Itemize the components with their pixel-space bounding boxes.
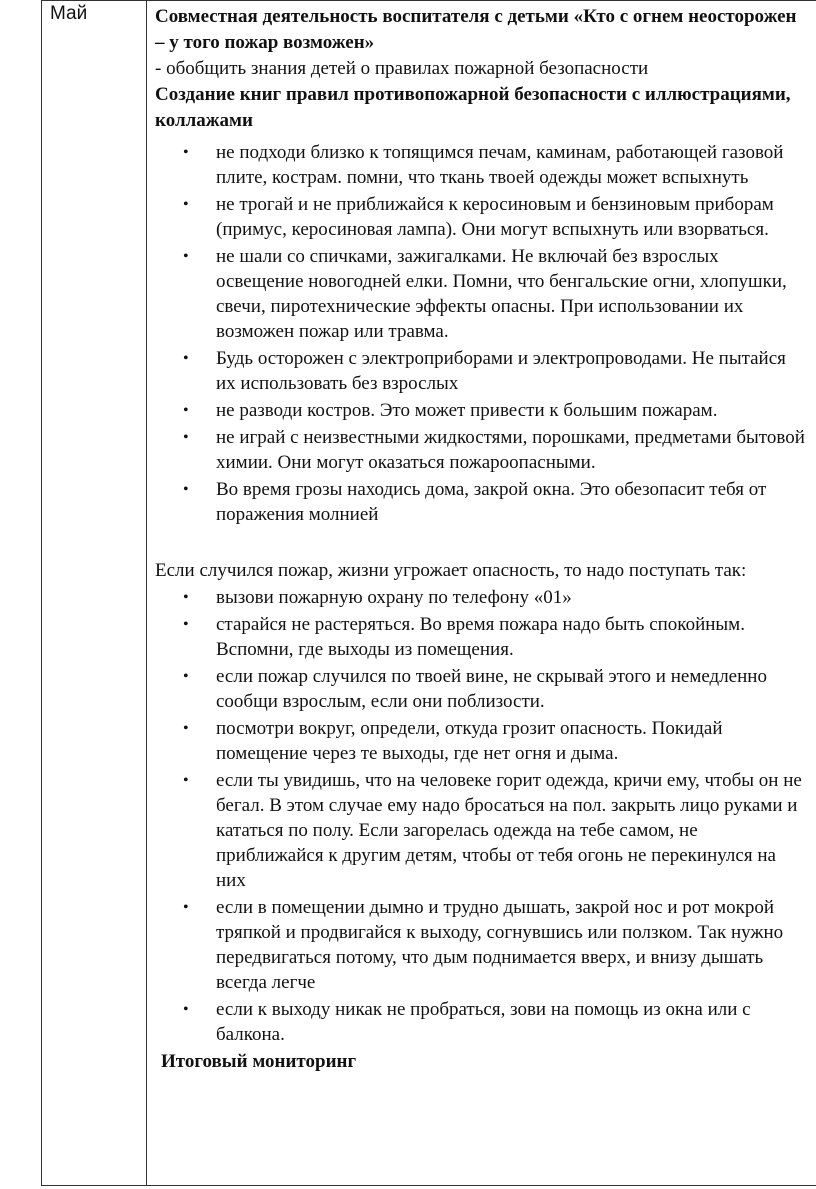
table-column-divider bbox=[146, 0, 147, 1186]
list-item: • если пожар случился по твоей вине, не скрывай этого и немедленно сообщи взрослым, если они поблизости. bbox=[183, 666, 767, 712]
paragraph-gap bbox=[155, 529, 807, 557]
bullet-icon: • bbox=[183, 144, 189, 161]
list-item: • не подходи близко к топящимся печам, каминам, работающей газовой плите, кострам. помни, что ткань твоей одежды может вспыхнуть bbox=[183, 142, 784, 188]
bullet-icon: • bbox=[183, 350, 189, 367]
bullet-icon: • bbox=[183, 402, 189, 419]
bullet-icon: • bbox=[183, 668, 189, 685]
list-item: • если к выходу никак не пробраться, зови на помощь из окна или с балкона. bbox=[183, 999, 751, 1045]
list-item: • не трогай и не приближайся к керосиновым и бензиновым приборам (примус, керосиновая лампа). Они могут вспыхнуть или взорваться. bbox=[183, 194, 774, 240]
bullet-icon: • bbox=[183, 772, 189, 789]
table-top-border bbox=[41, 0, 816, 1]
bullet-icon: • bbox=[183, 616, 189, 633]
bullet-icon: • bbox=[183, 481, 189, 498]
list-item: • не разводи костров. Это может привести к большим пожарам. bbox=[183, 400, 718, 421]
activity-subtitle: Создание книг правил противопожарной безопасности с иллюстрациями, коллажами bbox=[155, 84, 791, 131]
bullet-icon: • bbox=[183, 589, 189, 606]
bullet-icon: • bbox=[183, 429, 189, 446]
bullet-icon: • bbox=[183, 720, 189, 737]
activity-goal: - обобщить знания детей о правилах пожарной безопасности bbox=[155, 58, 649, 79]
list-item: • Во время грозы находись дома, закрой окна. Это обезопасит тебя от поражения молнией bbox=[183, 479, 767, 525]
list-item: • не шали со спичками, зажигалками. Не включай без взрослых освещение новогодней елки. Помни, что бенгальские огни, хлопушки, свечи, пиротехнические эффекты опасны. При использовании их возможен пожар или травма. bbox=[183, 246, 787, 342]
bullet-icon: • bbox=[183, 196, 189, 213]
list-item: • вызови пожарную охрану по телефону «01» bbox=[183, 587, 572, 608]
activity-cell bbox=[155, 4, 807, 1075]
bullet-icon: • bbox=[183, 899, 189, 916]
bullet-icon: • bbox=[183, 1001, 189, 1018]
table-bottom-border bbox=[41, 1185, 816, 1186]
activity-title: Совместная деятельность воспитателя с детьми «Кто с огнем неосторожен – у того пожар возможен» bbox=[155, 6, 797, 53]
final-monitoring-heading: Итоговый мониторинг bbox=[161, 1051, 357, 1072]
bullet-icon: • bbox=[183, 248, 189, 265]
table-left-border bbox=[41, 0, 42, 1186]
fire-intro: Если случился пожар, жизни угрожает опасность, то надо поступать так: bbox=[155, 560, 747, 581]
list-item: • не играй с неизвестными жидкостями, порошками, предметами бытовой химии. Они могут оказаться пожароопасными. bbox=[183, 427, 805, 473]
list-item: • если ты увидишь, что на человеке горит одежда, кричи ему, чтобы он не бегал. В этом случае ему надо бросаться на пол. закрыть лицо руками и кататься по полу. Если загорелась одежда на тебе самом, не приближайся к другим детям, чтобы от тебя огонь не перекинулся на них bbox=[183, 770, 802, 891]
safety-rules-list bbox=[155, 140, 807, 527]
fire-actions-list bbox=[155, 585, 807, 1047]
list-item: • Будь осторожен с электроприборами и электропроводами. Не пытайся их использовать без взрослых bbox=[183, 348, 786, 394]
month-cell: Май bbox=[50, 3, 88, 24]
list-item: • если в помещении дымно и трудно дышать, закрой нос и рот мокрой тряпкой и продвигайся к выходу, согнувшись или ползком. Так нужно передвигаться потому, что дым поднимается вверх, и внизу дышать всегда легче bbox=[183, 897, 784, 993]
list-item: • старайся не растеряться. Во время пожара надо быть спокойным. Вспомни, где выходы из помещения. bbox=[183, 614, 745, 660]
list-item: • посмотри вокруг, определи, откуда грозит опасность. Покидай помещение через те выходы, где нет огня и дыма. bbox=[183, 718, 723, 764]
